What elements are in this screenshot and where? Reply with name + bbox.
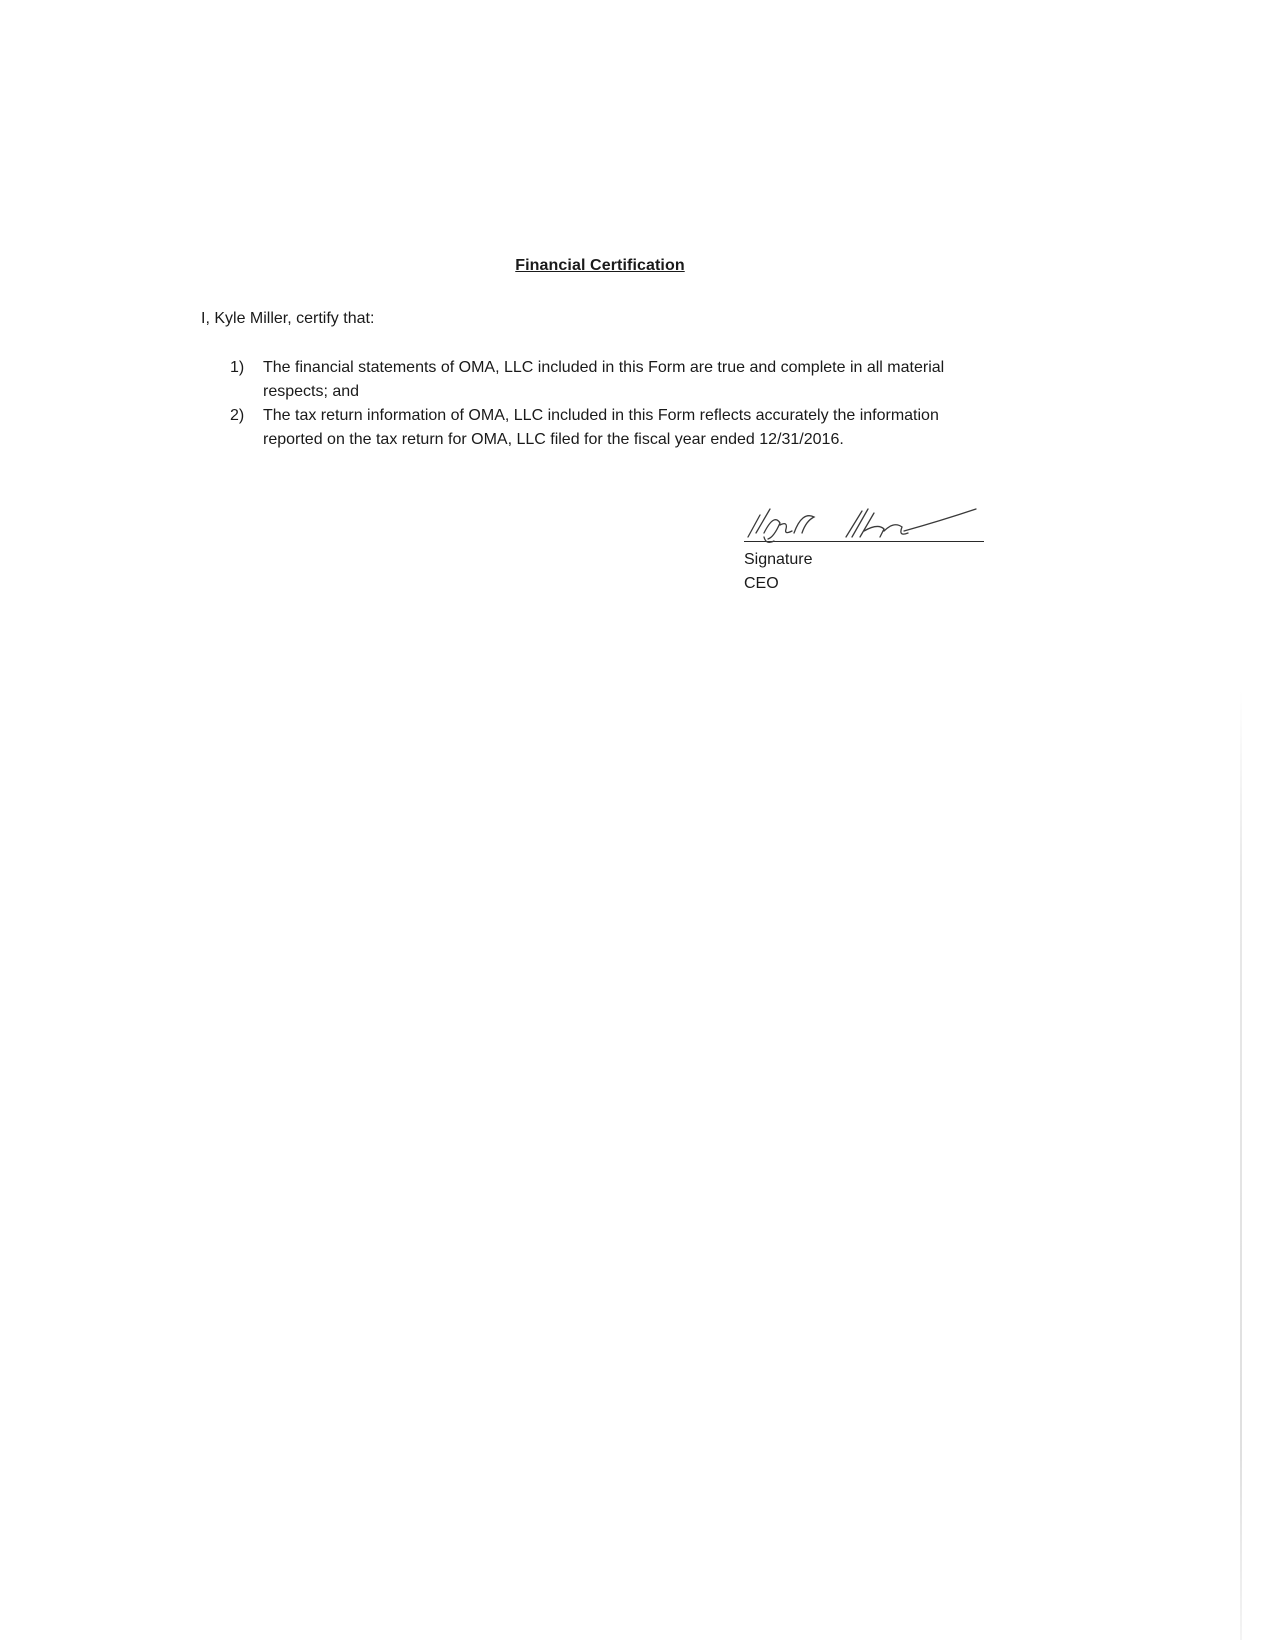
- certification-item: [230, 356, 990, 404]
- document-title: Financial Certification: [515, 257, 685, 274]
- signature-block: [744, 503, 984, 596]
- item-number: 2): [230, 407, 245, 424]
- item-text: The tax return information of OMA, LLC included in this Form reflects accurately the information reported on the tax return for OMA, LLC filed for the fiscal year ended 12/31/2016.: [263, 407, 939, 448]
- signer-title: CEO: [744, 575, 779, 592]
- signature-label: Signature: [744, 551, 813, 568]
- item-text: The financial statements of OMA, LLC included in this Form are true and complete in all material respects; and: [263, 359, 945, 400]
- certification-item: [230, 404, 990, 452]
- certification-list: [230, 356, 990, 452]
- certification-intro: I, Kyle Miller, certify that:: [201, 310, 375, 327]
- scan-edge-artifact: [1240, 690, 1242, 1640]
- item-number: 1): [230, 359, 245, 376]
- signature-line: [744, 541, 984, 542]
- handwritten-signature: [744, 503, 984, 543]
